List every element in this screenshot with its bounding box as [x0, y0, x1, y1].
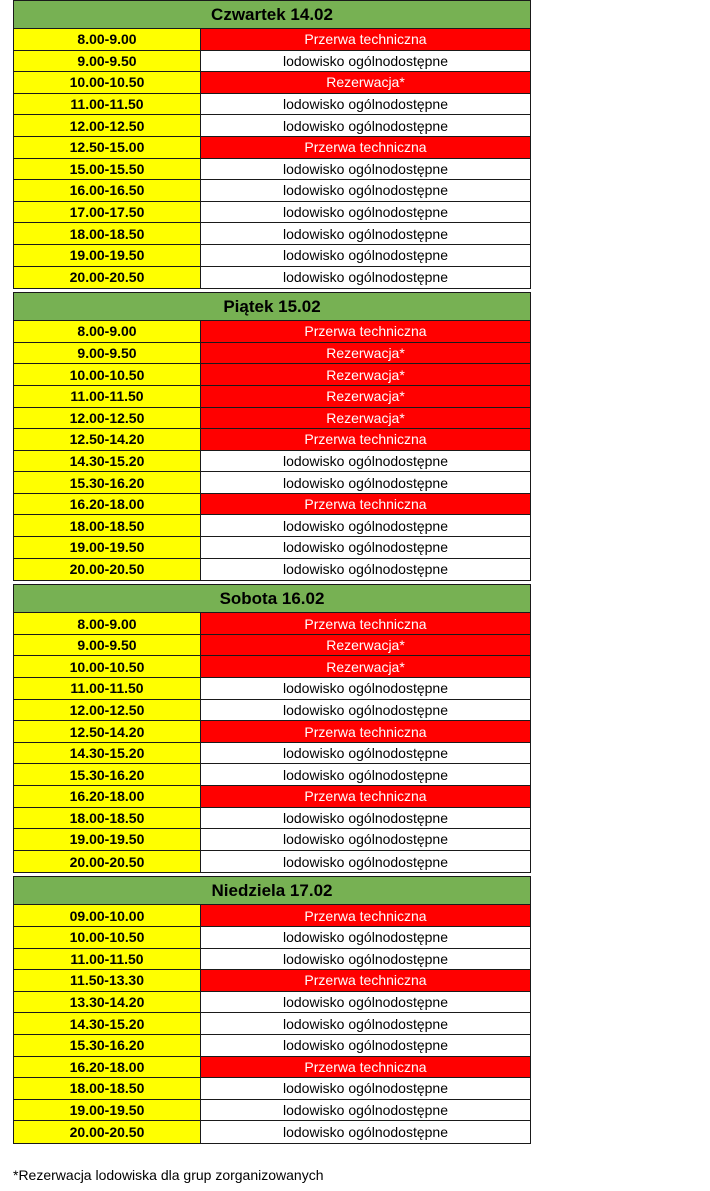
- activity-cell: lodowisko ogólnodostępne: [201, 992, 530, 1013]
- time-cell: 18.00-18.50: [14, 1078, 201, 1099]
- time-cell: 19.00-19.50: [14, 537, 201, 558]
- time-cell: 12.50-14.20: [14, 429, 201, 450]
- schedule-row: [14, 245, 530, 267]
- day-block: [13, 292, 531, 581]
- activity-cell: lodowisko ogólnodostępne: [201, 202, 530, 223]
- activity-cell: Rezerwacja*: [201, 635, 530, 656]
- time-cell: 13.30-14.20: [14, 992, 201, 1013]
- time-cell: 09.00-10.00: [14, 905, 201, 926]
- time-cell: 10.00-10.50: [14, 656, 201, 677]
- time-cell: 8.00-9.00: [14, 613, 201, 634]
- time-cell: 18.00-18.50: [14, 515, 201, 536]
- schedule-row: [14, 494, 530, 516]
- time-cell: 10.00-10.50: [14, 927, 201, 948]
- time-cell: 12.00-12.50: [14, 408, 201, 429]
- schedule-row: [14, 267, 530, 289]
- time-cell: 12.50-14.20: [14, 721, 201, 742]
- schedule-table: [13, 0, 531, 1147]
- time-cell: 16.20-18.00: [14, 786, 201, 807]
- time-cell: 14.30-15.20: [14, 1013, 201, 1034]
- activity-cell: Przerwa techniczna: [201, 721, 530, 742]
- schedule-row: [14, 429, 530, 451]
- schedule-row: [14, 137, 530, 159]
- schedule-row: [14, 808, 530, 830]
- activity-cell: lodowisko ogólnodostępne: [201, 515, 530, 536]
- time-cell: 15.00-15.50: [14, 159, 201, 180]
- schedule-row: [14, 613, 530, 635]
- schedule-row: [14, 451, 530, 473]
- time-cell: 15.30-16.20: [14, 764, 201, 785]
- activity-cell: Przerwa techniczna: [201, 494, 530, 515]
- activity-cell: Przerwa techniczna: [201, 429, 530, 450]
- schedule-row: [14, 764, 530, 786]
- activity-cell: lodowisko ogólnodostępne: [201, 743, 530, 764]
- time-cell: 9.00-9.50: [14, 51, 201, 72]
- activity-cell: Rezerwacja*: [201, 343, 530, 364]
- schedule-row: [14, 115, 530, 137]
- time-cell: 20.00-20.50: [14, 1121, 201, 1143]
- activity-cell: Przerwa techniczna: [201, 905, 530, 926]
- schedule-row: [14, 992, 530, 1014]
- schedule-row: [14, 1013, 530, 1035]
- activity-cell: lodowisko ogólnodostępne: [201, 949, 530, 970]
- schedule-row: [14, 1035, 530, 1057]
- day-block: [13, 584, 531, 873]
- activity-cell: Przerwa techniczna: [201, 29, 530, 50]
- schedule-row: [14, 29, 530, 51]
- day-header: Czwartek 14.02: [14, 1, 530, 29]
- schedule-row: [14, 949, 530, 971]
- schedule-row: [14, 559, 530, 581]
- day-header: Sobota 16.02: [14, 585, 530, 613]
- activity-cell: lodowisko ogólnodostępne: [201, 1121, 530, 1143]
- activity-cell: Rezerwacja*: [201, 656, 530, 677]
- activity-cell: lodowisko ogólnodostępne: [201, 180, 530, 201]
- activity-cell: Przerwa techniczna: [201, 1057, 530, 1078]
- time-cell: 20.00-20.50: [14, 267, 201, 289]
- schedule-row: [14, 743, 530, 765]
- schedule-row: [14, 515, 530, 537]
- activity-cell: Rezerwacja*: [201, 408, 530, 429]
- activity-cell: lodowisko ogólnodostępne: [201, 537, 530, 558]
- day-block: [13, 0, 531, 289]
- schedule-row: [14, 223, 530, 245]
- activity-cell: lodowisko ogólnodostępne: [201, 451, 530, 472]
- time-cell: 16.20-18.00: [14, 494, 201, 515]
- time-cell: 18.00-18.50: [14, 808, 201, 829]
- activity-cell: lodowisko ogólnodostępne: [201, 267, 530, 289]
- time-cell: 14.30-15.20: [14, 743, 201, 764]
- activity-cell: lodowisko ogólnodostępne: [201, 764, 530, 785]
- time-cell: 9.00-9.50: [14, 343, 201, 364]
- schedule-row: [14, 202, 530, 224]
- time-cell: 14.30-15.20: [14, 451, 201, 472]
- time-cell: 18.00-18.50: [14, 223, 201, 244]
- time-cell: 15.30-16.20: [14, 472, 201, 493]
- schedule-row: [14, 1078, 530, 1100]
- schedule-row: [14, 364, 530, 386]
- time-cell: 9.00-9.50: [14, 635, 201, 656]
- time-cell: 15.30-16.20: [14, 1035, 201, 1056]
- activity-cell: Przerwa techniczna: [201, 321, 530, 342]
- time-cell: 10.00-10.50: [14, 72, 201, 93]
- activity-cell: Rezerwacja*: [201, 364, 530, 385]
- schedule-row: [14, 700, 530, 722]
- schedule-row: [14, 537, 530, 559]
- activity-cell: lodowisko ogólnodostępne: [201, 829, 530, 850]
- time-cell: 20.00-20.50: [14, 851, 201, 873]
- activity-cell: Rezerwacja*: [201, 386, 530, 407]
- schedule-row: [14, 970, 530, 992]
- activity-cell: Przerwa techniczna: [201, 137, 530, 158]
- time-cell: 16.00-16.50: [14, 180, 201, 201]
- time-cell: 17.00-17.50: [14, 202, 201, 223]
- day-header: Niedziela 17.02: [14, 877, 530, 905]
- activity-cell: lodowisko ogólnodostępne: [201, 51, 530, 72]
- activity-cell: lodowisko ogólnodostępne: [201, 851, 530, 873]
- activity-cell: lodowisko ogólnodostępne: [201, 678, 530, 699]
- activity-cell: lodowisko ogólnodostępne: [201, 1078, 530, 1099]
- time-cell: 11.50-13.30: [14, 970, 201, 991]
- schedule-row: [14, 472, 530, 494]
- schedule-row: [14, 386, 530, 408]
- schedule-row: [14, 159, 530, 181]
- activity-cell: lodowisko ogólnodostępne: [201, 472, 530, 493]
- schedule-row: [14, 829, 530, 851]
- schedule-row: [14, 656, 530, 678]
- time-cell: 19.00-19.50: [14, 829, 201, 850]
- schedule-row: [14, 635, 530, 657]
- day-block: [13, 876, 531, 1144]
- time-cell: 20.00-20.50: [14, 559, 201, 581]
- activity-cell: lodowisko ogólnodostępne: [201, 94, 530, 115]
- activity-cell: lodowisko ogólnodostępne: [201, 700, 530, 721]
- activity-cell: lodowisko ogólnodostępne: [201, 808, 530, 829]
- time-cell: 12.00-12.50: [14, 700, 201, 721]
- time-cell: 16.20-18.00: [14, 1057, 201, 1078]
- time-cell: 12.00-12.50: [14, 115, 201, 136]
- activity-cell: lodowisko ogólnodostępne: [201, 223, 530, 244]
- activity-cell: lodowisko ogólnodostępne: [201, 159, 530, 180]
- time-cell: 11.00-11.50: [14, 386, 201, 407]
- activity-cell: lodowisko ogólnodostępne: [201, 1013, 530, 1034]
- activity-cell: lodowisko ogólnodostępne: [201, 115, 530, 136]
- schedule-row: [14, 51, 530, 73]
- schedule-row: [14, 1100, 530, 1122]
- footnote: *Rezerwacja lodowiska dla grup zorganizowanych: [13, 1167, 324, 1183]
- time-cell: 11.00-11.50: [14, 949, 201, 970]
- schedule-row: [14, 94, 530, 116]
- schedule-row: [14, 180, 530, 202]
- time-cell: 11.00-11.50: [14, 94, 201, 115]
- activity-cell: lodowisko ogólnodostępne: [201, 1035, 530, 1056]
- schedule-row: [14, 72, 530, 94]
- schedule-row: [14, 786, 530, 808]
- activity-cell: Przerwa techniczna: [201, 613, 530, 634]
- activity-cell: lodowisko ogólnodostępne: [201, 1100, 530, 1121]
- time-cell: 11.00-11.50: [14, 678, 201, 699]
- time-cell: 10.00-10.50: [14, 364, 201, 385]
- time-cell: 19.00-19.50: [14, 1100, 201, 1121]
- schedule-row: [14, 721, 530, 743]
- activity-cell: lodowisko ogólnodostępne: [201, 927, 530, 948]
- activity-cell: lodowisko ogólnodostępne: [201, 559, 530, 581]
- schedule-row: [14, 905, 530, 927]
- day-header: Piątek 15.02: [14, 293, 530, 321]
- time-cell: 8.00-9.00: [14, 29, 201, 50]
- activity-cell: lodowisko ogólnodostępne: [201, 245, 530, 266]
- schedule-row: [14, 321, 530, 343]
- schedule-row: [14, 408, 530, 430]
- schedule-row: [14, 1057, 530, 1079]
- activity-cell: Przerwa techniczna: [201, 786, 530, 807]
- time-cell: 19.00-19.50: [14, 245, 201, 266]
- activity-cell: Rezerwacja*: [201, 72, 530, 93]
- schedule-row: [14, 1121, 530, 1143]
- time-cell: 12.50-15.00: [14, 137, 201, 158]
- schedule-row: [14, 927, 530, 949]
- schedule-row: [14, 343, 530, 365]
- time-cell: 8.00-9.00: [14, 321, 201, 342]
- activity-cell: Przerwa techniczna: [201, 970, 530, 991]
- schedule-row: [14, 678, 530, 700]
- schedule-row: [14, 851, 530, 873]
